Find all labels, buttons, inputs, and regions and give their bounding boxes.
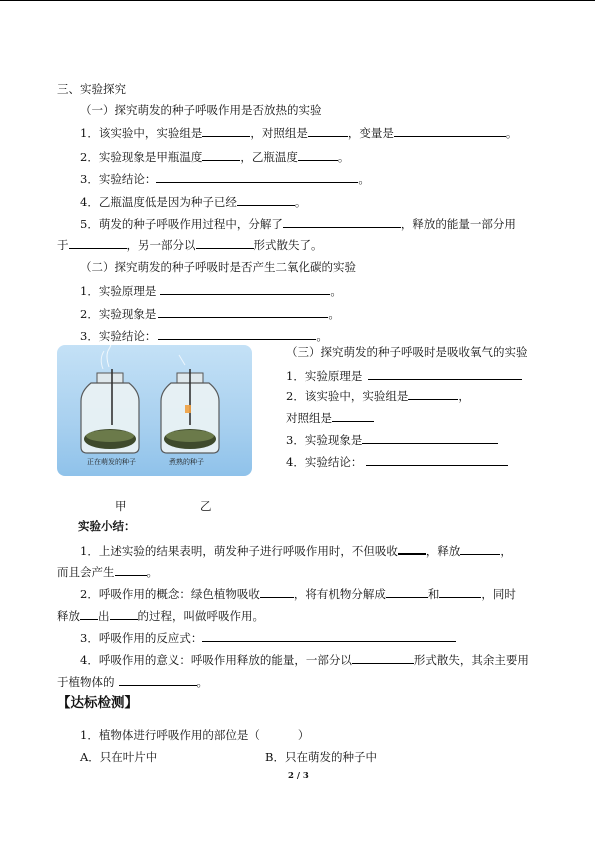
blank[interactable] (158, 327, 316, 340)
experiment-figure (57, 345, 252, 476)
part2-q3: 3．实验结论： 。 (80, 329, 328, 343)
test-heading: 【达标检测】 (57, 695, 138, 711)
summary-s4-cont: 于植物体的 。 (57, 675, 208, 689)
blank[interactable] (237, 193, 295, 206)
part3-q2-cont: 对照组是 (286, 409, 374, 426)
blank[interactable] (196, 236, 254, 249)
jar-left-label: 正在萌发的种子 (87, 458, 136, 466)
blank[interactable] (368, 367, 522, 380)
test-option-a[interactable]: A．只在叶片中 (80, 750, 158, 764)
part1-q4: 4．乙瓶温度低是因为种子已经 。 (80, 195, 307, 209)
blank[interactable] (298, 148, 338, 161)
blank[interactable] (156, 170, 358, 183)
part1-q3: 3．实验结论： 。 (80, 172, 370, 186)
blank[interactable] (115, 563, 147, 576)
part2-q2: 2．实验现象是 。 (80, 307, 340, 321)
part3-q3: 3．实验现象是 (286, 431, 498, 448)
test-option-b[interactable]: B．只在萌发的种子中 (265, 750, 377, 764)
blank[interactable] (260, 585, 294, 598)
part3-q1: 1．实验原理是 (286, 367, 522, 384)
part2-q1: 1．实验原理是 。 (80, 284, 342, 298)
jar-right-label: 煮熟的种子 (169, 458, 204, 466)
blank[interactable] (202, 629, 456, 642)
blank[interactable] (366, 453, 508, 466)
section-title: 三、实验探究 (57, 82, 126, 96)
summary-s1-cont: 而且会产生 。 (57, 565, 158, 579)
summary-s1: 1．上述实验的结果表明，萌发种子进行呼吸作用时，不但吸收 ，释放 ， (80, 541, 512, 559)
caption-yi: 乙 (200, 499, 212, 513)
part3-q4: 4．实验结论： (286, 453, 508, 470)
blank[interactable] (332, 409, 374, 422)
blank[interactable] (283, 215, 401, 228)
test-q1: 1．植物体进行呼吸作用的部位是（ ） (80, 728, 310, 742)
summary-s2: 2．呼吸作用的概念：绿色植物吸收 ，将有机物分解成 和 ，同时 (80, 587, 516, 601)
part1-q5-cont: 于 ，另一部分以 形式散失了。 (57, 238, 323, 252)
part3-q2: 2．该实验中，实验组是 ， (286, 389, 470, 403)
part2-heading: （二）探究萌发的种子呼吸时是否产生二氧化碳的实验 (80, 260, 356, 274)
summary-s2-cont: 释放 出 的过程，叫做呼吸作用。 (57, 609, 264, 623)
blank[interactable] (394, 124, 506, 137)
blank[interactable] (398, 541, 426, 555)
blank[interactable] (308, 124, 348, 137)
part1-q2: 2．实验现象是甲瓶温度 ，乙瓶温度 。 (80, 150, 350, 164)
blank[interactable] (202, 124, 250, 137)
part1-q1: 1．该实验中，实验组是 ，对照组是 ，变量是 。 (80, 126, 518, 140)
summary-s3: 3．呼吸作用的反应式： (80, 629, 456, 646)
blank[interactable] (408, 387, 458, 400)
blank[interactable] (80, 607, 98, 620)
header-rule (0, 0, 595, 1)
part3-heading: （三）探究萌发的种子呼吸时是吸收氧气的实验 (286, 345, 528, 359)
blank[interactable] (352, 651, 414, 664)
blank[interactable] (386, 585, 428, 598)
blank[interactable] (110, 607, 138, 620)
summary-heading: 实验小结： (78, 519, 136, 533)
caption-jia: 甲 (115, 499, 127, 513)
blank[interactable] (460, 542, 500, 555)
blank[interactable] (439, 585, 481, 598)
blank[interactable] (202, 148, 240, 161)
part1-q5: 5．萌发的种子呼吸作用过程中，分解了 ，释放的能量一部分用 (80, 217, 516, 231)
blank[interactable] (119, 673, 197, 686)
jar-left (81, 345, 139, 453)
blank[interactable] (158, 305, 328, 318)
part1-heading: （一）探究萌发的种子呼吸作用是否放热的实验 (80, 103, 322, 117)
blank[interactable] (69, 236, 127, 249)
summary-s4: 4．呼吸作用的意义：呼吸作用释放的能量，一部分以 形式散失，其余主要用 (80, 653, 529, 667)
blank[interactable] (362, 431, 498, 444)
jar-right (161, 355, 219, 453)
page-number: 2 / 3 (288, 771, 309, 781)
blank[interactable] (160, 282, 330, 295)
